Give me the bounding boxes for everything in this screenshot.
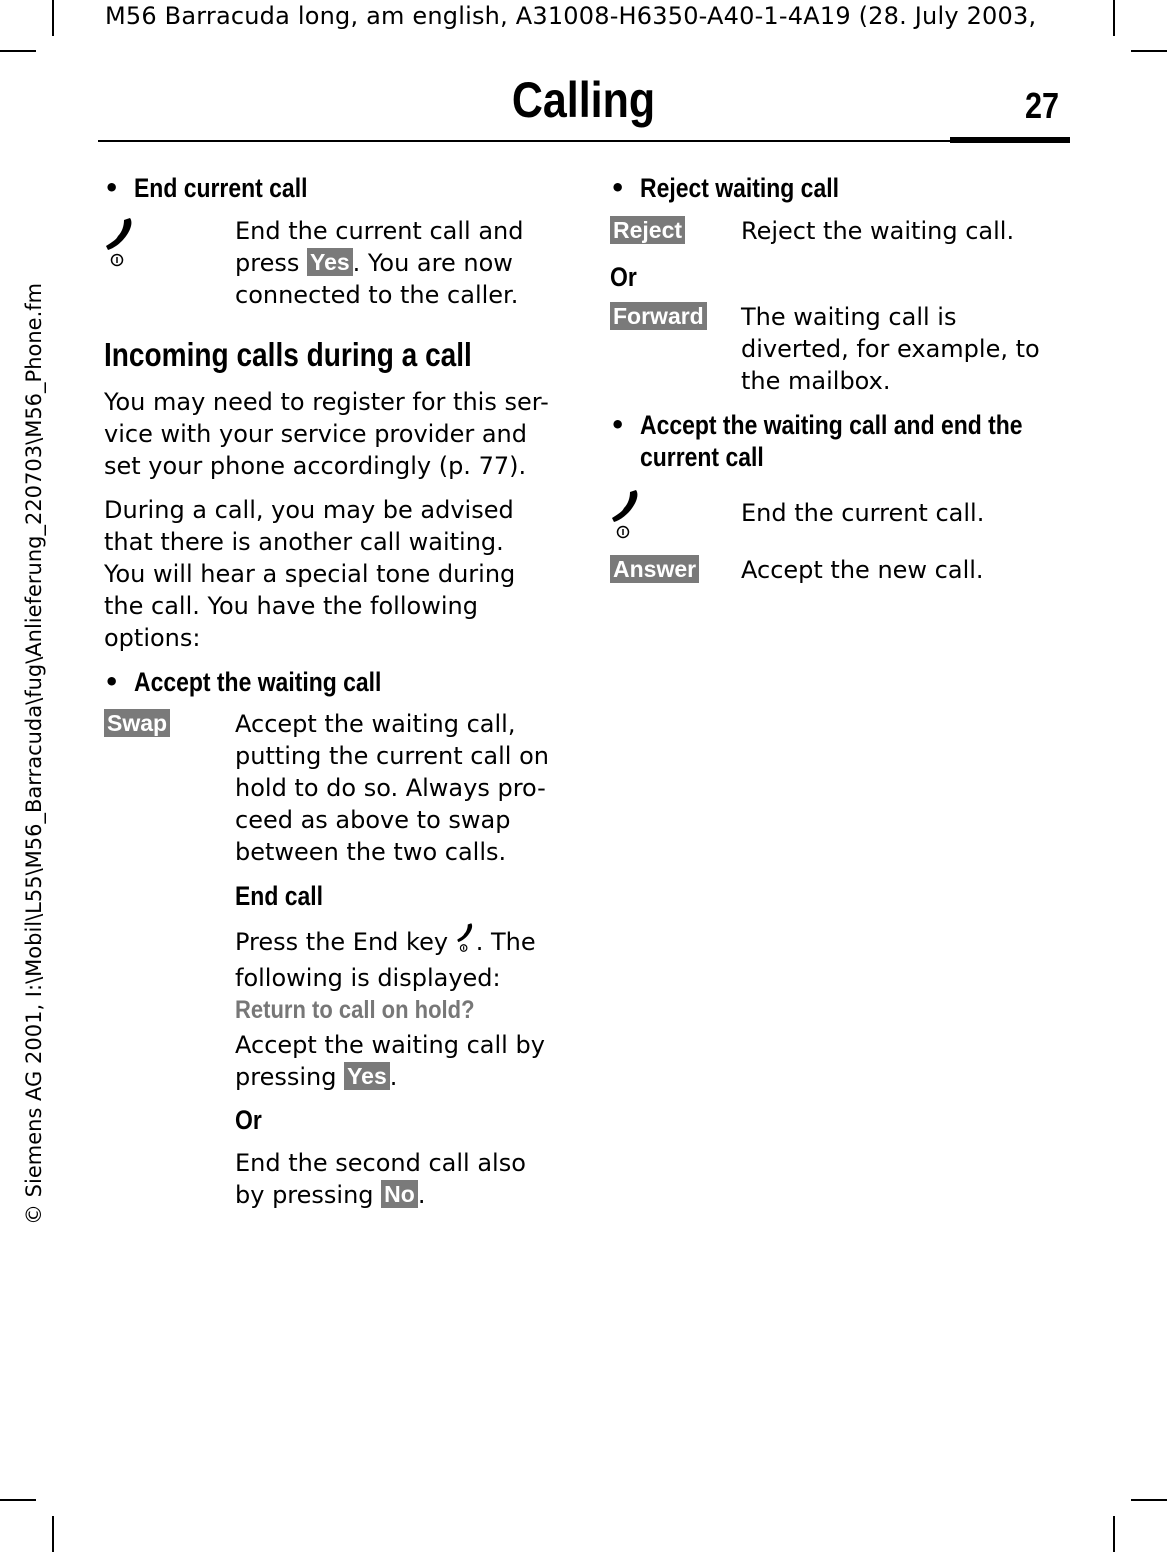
title-rule (98, 140, 950, 142)
yes-softkey[interactable]: Yes (307, 248, 353, 276)
answer-softkey[interactable]: Answer (610, 555, 699, 583)
crop-mark (1131, 1499, 1167, 1501)
reject-desc: Reject the waiting call. (741, 217, 1015, 245)
bullet-heading: current call (640, 442, 764, 472)
page-number-rule (950, 137, 1070, 143)
copyright-side-note: © Siemens AG 2001, I:\Mobil\L55\M56_Barracuda\fug\Anlieferung_220703\M56_Phone.fm (22, 282, 46, 1225)
forward-desc: The waiting call is diverted, for example, to the mailbox. (741, 303, 1040, 395)
bullet-heading: Accept the waiting call and end the (640, 410, 1023, 440)
display-message: Return to call on hold? (235, 996, 475, 1024)
bullet-heading: End current call (134, 173, 308, 203)
running-head: M56 Barracuda long, am english, A31008-H6350-A40-1-4A19 (28. July 2003, (105, 2, 1037, 30)
end-call-subheading: End call (235, 881, 324, 911)
no-softkey[interactable]: No (381, 1180, 418, 1208)
end-call-key-icon (104, 216, 138, 274)
crop-mark (0, 1499, 36, 1501)
crop-mark (0, 50, 36, 52)
bullet-heading: Accept the waiting call (134, 667, 382, 697)
crop-mark (1113, 0, 1115, 36)
crop-mark (52, 1516, 54, 1552)
or-label: Or (610, 262, 637, 292)
crop-mark (1113, 1516, 1115, 1552)
page-title: Calling (511, 72, 656, 128)
bullet-heading: Reject waiting call (640, 173, 839, 203)
end-key-instruction: Press the End key . The following is displayed: Return to call on hold? (235, 922, 575, 1026)
bullet-dot: • (610, 411, 626, 439)
forward-softkey[interactable]: Forward (610, 302, 707, 330)
crop-mark (1131, 50, 1167, 52)
bullet-dot: • (610, 174, 626, 202)
section-heading (104, 336, 537, 374)
reject-softkey[interactable]: Reject (610, 216, 685, 244)
crop-mark (52, 0, 54, 36)
end-second-call: End the second call also by pressing No . (235, 1149, 526, 1209)
section-title: Incoming calls during a call (104, 336, 472, 373)
end-current-call-desc: End the current call. (741, 499, 985, 527)
paragraph-register: You may need to register for this ser- vice with your service provider and set your phone accordingly (p. 77). (104, 388, 549, 480)
end-current-call-desc: End the current call and press Yes . You are now connected to the caller. (235, 217, 524, 309)
or-label: Or (235, 1105, 262, 1135)
paragraph-call-waiting: During a call, you may be advised that there is another call waiting. You will hear a special tone during the call. You have the following options: (104, 496, 516, 652)
accept-by-yes: Accept the waiting call by pressing Yes . (235, 1031, 545, 1091)
swap-softkey[interactable]: Swap (104, 709, 170, 737)
end-call-key-icon (456, 922, 476, 962)
swap-desc: Accept the waiting call, putting the current call on hold to do so. Always pro- ceed as above to swap between the two calls. (235, 710, 549, 866)
bullet-dot: • (104, 668, 120, 696)
end-call-key-icon (610, 488, 644, 546)
bullet-dot: • (104, 174, 120, 202)
answer-desc: Accept the new call. (741, 556, 984, 584)
page-number: 27 (1025, 85, 1060, 126)
yes-softkey[interactable]: Yes (344, 1062, 390, 1090)
